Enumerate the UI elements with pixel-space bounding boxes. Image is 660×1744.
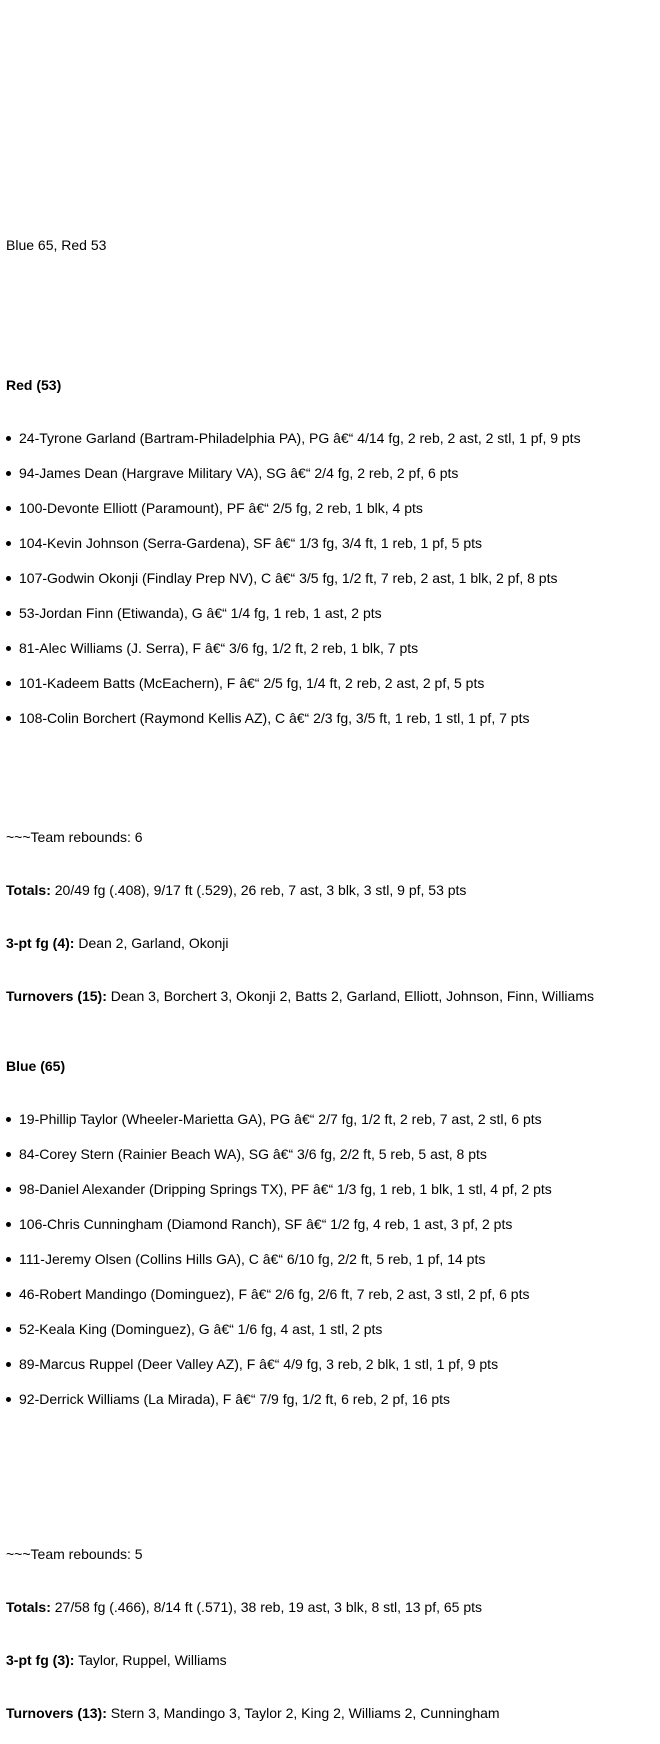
red-totals-value: 20/49 fg (.408), 9/17 ft (.529), 26 reb, 7 ast, 3 blk, 3 stl, 9 pf, 53 pts — [50, 882, 467, 898]
list-item: 106-Chris Cunningham (Diamond Ranch), SF â€“ 1/2 fg, 4 reb, 1 ast, 3 pf, 2 pts — [0, 1216, 552, 1251]
list-item: 107-Godwin Okonji (Findlay Prep NV), C â€“ 3/5 fg, 1/2 ft, 7 reb, 2 ast, 1 blk, 2 pf, 8 pts — [0, 570, 581, 605]
blue-three-point-value: Taylor, Ruppel, Williams — [74, 1652, 227, 1668]
blue-three-point — [6, 1652, 227, 1668]
red-turnovers-value: Dean 3, Borchert 3, Okonji 2, Batts 2, Garland, Elliott, Johnson, Finn, Williams — [106, 988, 594, 1004]
red-three-point-label: 3-pt fg (4): — [6, 935, 75, 951]
red-team-rebounds: ~~~Team rebounds: 6 — [6, 829, 143, 845]
list-item: 111-Jeremy Olsen (Collins Hills GA), C â€“ 6/10 fg, 2/2 ft, 5 reb, 1 pf, 14 pts — [0, 1251, 552, 1286]
blue-roster-list — [0, 1111, 552, 1426]
blue-totals — [6, 1599, 482, 1615]
list-item: 52-Keala King (Dominguez), G â€“ 1/6 fg, 4 ast, 1 stl, 2 pts — [0, 1321, 552, 1356]
list-item: 24-Tyrone Garland (Bartram-Philadelphia PA), PG â€“ 4/14 fg, 2 reb, 2 ast, 2 stl, 1 pf, 9 pts — [0, 430, 581, 465]
list-item: 84-Corey Stern (Rainier Beach WA), SG â€“ 3/6 fg, 2/2 ft, 5 reb, 5 ast, 8 pts — [0, 1146, 552, 1181]
blue-totals-value: 27/58 fg (.466), 8/14 ft (.571), 38 reb, 19 ast, 3 blk, 8 stl, 13 pf, 65 pts — [50, 1599, 483, 1615]
red-turnovers — [6, 988, 594, 1004]
list-item: 108-Colin Borchert (Raymond Kellis AZ), C â€“ 2/3 fg, 3/5 ft, 1 reb, 1 stl, 1 pf, 7 pts — [0, 710, 581, 745]
list-item: 89-Marcus Ruppel (Deer Valley AZ), F â€“ 4/9 fg, 3 reb, 2 blk, 1 stl, 1 pf, 9 pts — [0, 1356, 552, 1391]
list-item: 46-Robert Mandingo (Dominguez), F â€“ 2/6 fg, 2/6 ft, 7 reb, 2 ast, 3 stl, 2 pf, 6 pts — [0, 1286, 552, 1321]
blue-turnovers — [6, 1705, 500, 1721]
final-score: Blue 65, Red 53 — [6, 237, 107, 253]
blue-team-rebounds: ~~~Team rebounds: 5 — [6, 1546, 143, 1562]
blue-turnovers-value: Stern 3, Mandingo 3, Taylor 2, King 2, Williams 2, Cunningham — [106, 1705, 500, 1721]
list-item: 104-Kevin Johnson (Serra-Gardena), SF â€“ 1/3 fg, 3/4 ft, 1 reb, 1 pf, 5 pts — [0, 535, 581, 570]
red-totals-label: Totals: — [6, 882, 51, 898]
red-three-point — [6, 935, 229, 951]
red-turnovers-label: Turnovers (15): — [6, 988, 107, 1004]
list-item: 94-James Dean (Hargrave Military VA), SG â€“ 2/4 fg, 2 reb, 2 pf, 6 pts — [0, 465, 581, 500]
blue-three-point-label: 3-pt fg (3): — [6, 1652, 75, 1668]
red-three-point-value: Dean 2, Garland, Okonji — [74, 935, 229, 951]
red-roster-list — [0, 430, 581, 745]
blue-turnovers-label: Turnovers (13): — [6, 1705, 107, 1721]
red-totals — [6, 882, 466, 898]
list-item: 19-Phillip Taylor (Wheeler-Marietta GA), PG â€“ 2/7 fg, 1/2 ft, 2 reb, 7 ast, 2 stl, 6 pts — [0, 1111, 552, 1146]
list-item: 53-Jordan Finn (Etiwanda), G â€“ 1/4 fg, 1 reb, 1 ast, 2 pts — [0, 605, 581, 640]
list-item: 81-Alec Williams (J. Serra), F â€“ 3/6 fg, 1/2 ft, 2 reb, 1 blk, 7 pts — [0, 640, 581, 675]
list-item: 98-Daniel Alexander (Dripping Springs TX), PF â€“ 1/3 fg, 1 reb, 1 blk, 1 stl, 4 pf, 2 pts — [0, 1181, 552, 1216]
list-item: 101-Kadeem Batts (McEachern), F â€“ 2/5 fg, 1/4 ft, 2 reb, 2 ast, 2 pf, 5 pts — [0, 675, 581, 710]
red-team-heading: Red (53) — [6, 377, 62, 393]
blue-totals-label: Totals: — [6, 1599, 51, 1615]
blue-team-heading: Blue (65) — [6, 1058, 66, 1074]
list-item: 100-Devonte Elliott (Paramount), PF â€“ 2/5 fg, 2 reb, 1 blk, 4 pts — [0, 500, 581, 535]
list-item: 92-Derrick Williams (La Mirada), F â€“ 7/9 fg, 1/2 ft, 6 reb, 2 pf, 16 pts — [0, 1391, 552, 1426]
